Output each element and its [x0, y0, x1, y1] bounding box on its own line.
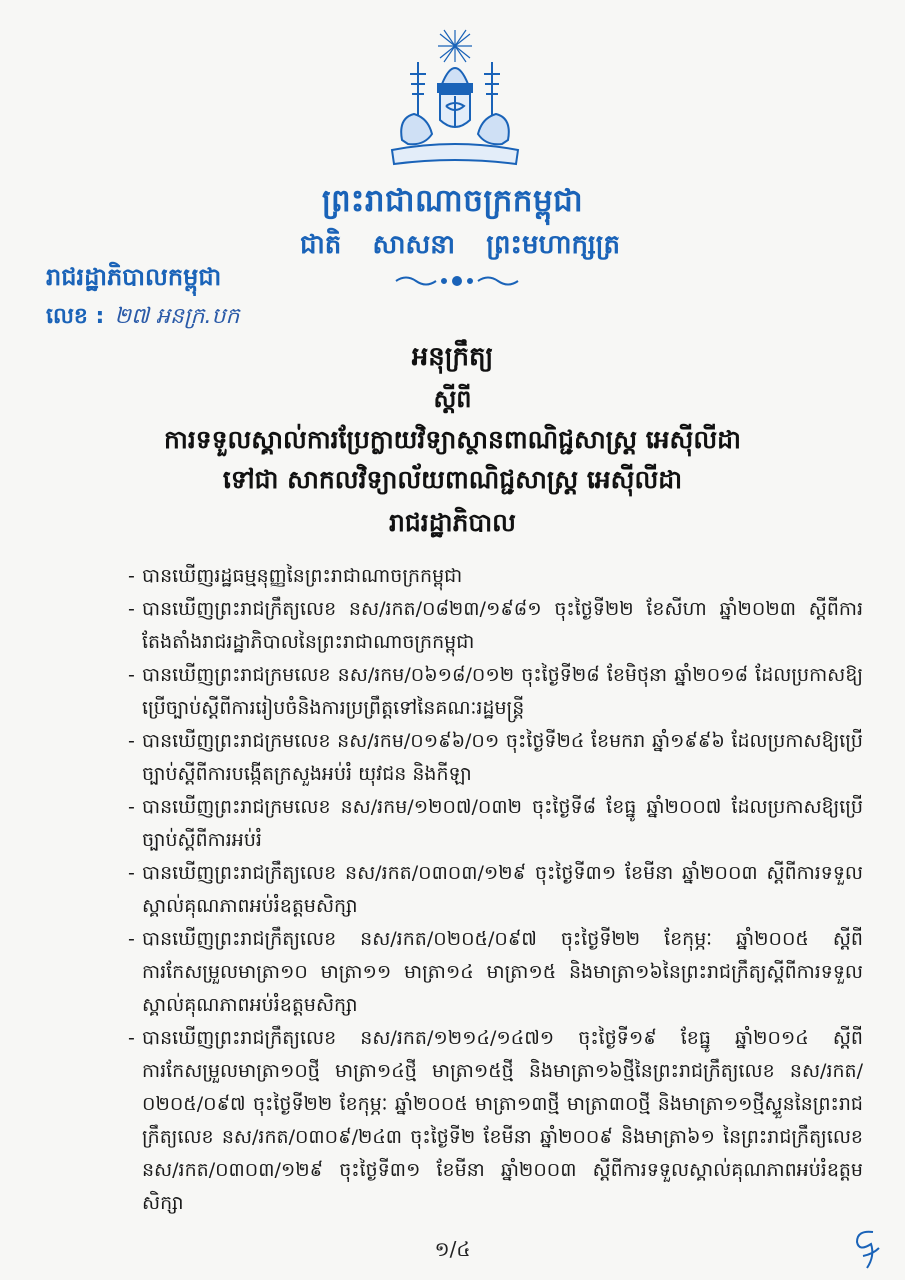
page-number: ១/៤ [434, 1237, 471, 1261]
list-item: - បានឃើញរដ្ឋធម្មនុញ្ញនៃព្រះរាជាណាចក្រកម្ពុជា [128, 565, 463, 587]
list-item: - បានឃើញព្រះរាជក្រឹត្យលេខ នស/រកត/០២០៥/០៩៧ ចុះថ្ងៃទី២២ ខែកុម្ភៈ ឆ្នាំ២០០៥ ស្តីពីការកែសម្រួលមាត្រា១០ មាត្រា១១ មាត្រា១៤ មាត្រា១៥ និងមាត្រា១៦នៃព្រះរាជក្រឹត្យស្តីពីការទទួលស្គាល់គុណភាពអប់រំឧត្តមសិក្សា [128, 928, 863, 1016]
list-item: - បានឃើញព្រះរាជក្រមលេខ នស/រកម/១២០៧/០៣២ ចុះថ្ងៃទី៨ ខែធ្នូ ឆ្នាំ២០០៧ ដែលប្រកាសឱ្យប្រើច្បាប់ស្តីពីការអប់រំ [128, 796, 863, 851]
list-item: - បានឃើញព្រះរាជក្រមលេខ នស/រកម/០១៩៦/០១ ចុះថ្ងៃទី២៤ ខែមករា ឆ្នាំ១៩៩៦ ដែលប្រកាសឱ្យប្រើច្បាប់ស្តីពីការបង្កើតក្រសួងអប់រំ យុវជន និងកីឡា [128, 730, 863, 785]
motto-religion: សាសនា [372, 230, 456, 260]
subject-line-2: ទៅជា សាកលវិទ្យាល័យពាណិជ្ជសាស្ត្រ អេស៊ីលីដា [222, 465, 683, 494]
motto-king: ព្រះមហាក្សត្រ [486, 230, 620, 260]
kingdom-title: ព្រះរាជាណាចក្រកម្ពុជា [321, 183, 584, 219]
number-value: ២៧ អនក្រ.បក [114, 304, 240, 329]
handwritten-initial-icon [849, 1226, 883, 1272]
motto-nation: ជាតិ [300, 230, 342, 260]
national-motto [300, 228, 620, 266]
section-heading: រាជរដ្ឋាភិបាល [389, 508, 516, 537]
document-number [46, 302, 239, 334]
subject-line-1: ការទទួលស្គាល់ការប្រែក្លាយវិទ្យាស្ថានពាណិជ្ជសាស្ត្រ អេស៊ីលីដា [164, 425, 741, 454]
preamble-list [128, 560, 863, 1220]
decorative-divider-icon [392, 272, 522, 290]
list-item: - បានឃើញព្រះរាជក្រឹត្យលេខ នស/រកត/១២១៤/១៤៧១ ចុះថ្ងៃទី១៩ ខែធ្នូ ឆ្នាំ២០១៤ ស្តីពីការកែសម្រួលមាត្រា១០ថ្មី មាត្រា១៤ថ្មី មាត្រា១៥ថ្មី និងមាត្រា១៦ថ្មីនៃព្រះរាជក្រឹត្យលេខ នស/រកត/០២០៥/០៩៧ ចុះថ្ងៃទី២២ ខែកុម្ភៈ ឆ្នាំ២០០៥ មាត្រា១៣ថ្មី មាត្រា៣០ថ្មី និងមាត្រា១១ថ្មីស្ទួននៃព្រះរាជក្រឹត្យលេខ នស/រកត/០៣០៩/២៤៣ ចុះថ្ងៃទី២ ខែមីនា ឆ្នាំ២០០៩ និងមាត្រា៦១ នៃព្រះរាជក្រឹត្យលេខ នស/រកត/០៣០៣/១២៩ ចុះថ្ងៃទី៣១ ខែមីនា ឆ្នាំ២០០៣ ស្តីពីការទទួលស្គាល់គុណភាពអប់រំឧត្តមសិក្សា [128, 1027, 863, 1214]
royal-emblem-icon [380, 22, 530, 172]
number-label: លេខ : [46, 304, 105, 329]
doc-about: ស្ដីពី [433, 385, 472, 413]
list-item: - បានឃើញព្រះរាជក្រឹត្យលេខ នស/រកត/០៣០៣/១២៩ ចុះថ្ងៃទី៣១ ខែមីនា ឆ្នាំ២០០៣ ស្តីពីការទទួលស្គាល់គុណភាពអប់រំឧត្តមសិក្សា [128, 862, 863, 917]
list-item: - បានឃើញព្រះរាជក្រមលេខ នស/រកម/០៦១៨/០១២ ចុះថ្ងៃទី២៨ ខែមិថុនា ឆ្នាំ២០១៨ ដែលប្រកាសឱ្យប្រើច្បាប់ស្តីពីការរៀបចំនិងការប្រព្រឹត្តទៅនៃគណៈរដ្ឋមន្ត្រី [128, 664, 863, 719]
list-item: - បានឃើញព្រះរាជក្រឹត្យលេខ នស/រកត/០៨២៣/១៩៨១ ចុះថ្ងៃទី២២ ខែសីហា ឆ្នាំ២០២៣ ស្តីពីការតែងតាំងរាជរដ្ឋាភិបាលនៃព្រះរាជាណាចក្រកម្ពុជា [128, 598, 863, 653]
document-title [0, 340, 905, 501]
issuer-name: រាជរដ្ឋាភិបាលកម្ពុជា [46, 263, 222, 291]
doc-type: អនុក្រឹត្យ [411, 342, 494, 372]
